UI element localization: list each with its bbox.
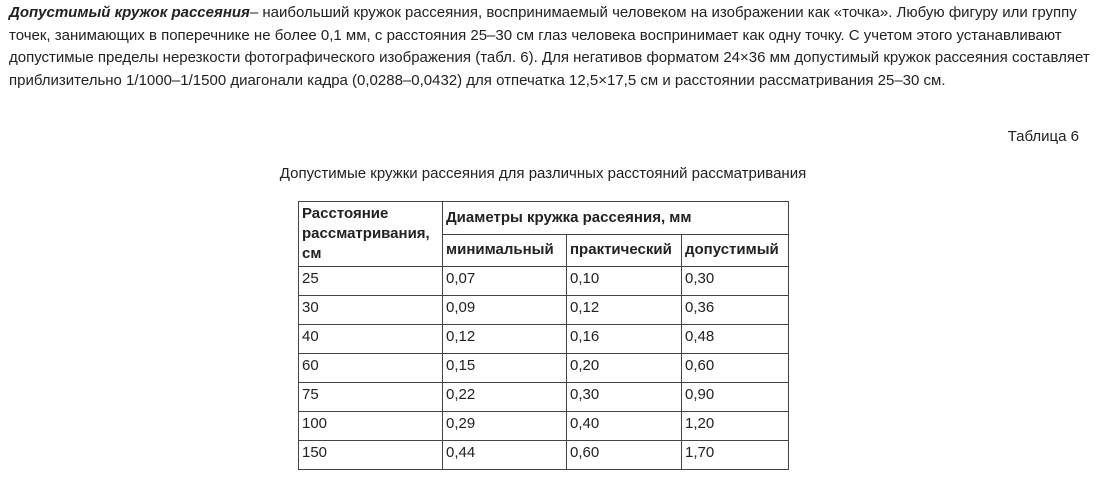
cell-permissible: 0,90 bbox=[682, 383, 789, 412]
cell-distance: 40 bbox=[299, 325, 443, 354]
cell-minimal: 0,07 bbox=[443, 267, 567, 296]
cell-practical: 0,60 bbox=[567, 441, 682, 470]
circle-of-confusion-table bbox=[298, 201, 789, 470]
cell-distance: 30 bbox=[299, 296, 443, 325]
cell-practical: 0,40 bbox=[567, 412, 682, 441]
cell-practical: 0,20 bbox=[567, 354, 682, 383]
table-row bbox=[299, 354, 789, 383]
cell-permissible: 0,30 bbox=[682, 267, 789, 296]
definition-text: – наибольший кружок рассеяния, воспринимаемый человеком на изображении как «точка». Любую фигуру или группу точек, занимающих в поперечнике не более 0,1 мм, с расстояния 25–30 см глаз человека воспринимает как одну точку. С учетом этого устанавливают допустимые пределы нерезкости фотографического изображения (табл. 6). Для негативов форматом 24×36 мм допустимый кружок рассеяния составляет приблизительно 1/1000–1/1500 диагонали кадра (0,0288–0,0432) для отпечатка 12,5×17,5 см и расстоянии рассматривания 25–30 см. bbox=[9, 4, 1090, 89]
header-diameters: Диаметры кружка рассеяния, мм bbox=[443, 202, 789, 235]
cell-permissible: 0,60 bbox=[682, 354, 789, 383]
header-distance: Расстояние рассматривания, см bbox=[299, 202, 443, 267]
cell-permissible: 0,48 bbox=[682, 325, 789, 354]
cell-permissible: 1,20 bbox=[682, 412, 789, 441]
cell-practical: 0,12 bbox=[567, 296, 682, 325]
cell-minimal: 0,29 bbox=[443, 412, 567, 441]
cell-minimal: 0,15 bbox=[443, 354, 567, 383]
table-row bbox=[299, 296, 789, 325]
cell-practical: 0,16 bbox=[567, 325, 682, 354]
cell-minimal: 0,12 bbox=[443, 325, 567, 354]
cell-permissible: 0,36 bbox=[682, 296, 789, 325]
defined-term: Допустимый кружок рассеяния bbox=[9, 4, 250, 21]
cell-distance: 25 bbox=[299, 267, 443, 296]
cell-minimal: 0,22 bbox=[443, 383, 567, 412]
cell-distance: 150 bbox=[299, 441, 443, 470]
cell-practical: 0,10 bbox=[567, 267, 682, 296]
cell-distance: 60 bbox=[299, 354, 443, 383]
subheader-minimal: минимальный bbox=[443, 234, 567, 267]
table-row bbox=[299, 383, 789, 412]
table-row bbox=[299, 325, 789, 354]
cell-minimal: 0,09 bbox=[443, 296, 567, 325]
table-row bbox=[299, 441, 789, 470]
definition-paragraph bbox=[9, 2, 1099, 92]
table-number: Таблица 6 bbox=[1007, 128, 1079, 145]
subheader-permissible: допустимый bbox=[682, 234, 789, 267]
cell-minimal: 0,44 bbox=[443, 441, 567, 470]
cell-practical: 0,30 bbox=[567, 383, 682, 412]
table-row bbox=[299, 267, 789, 296]
cell-permissible: 1,70 bbox=[682, 441, 789, 470]
cell-distance: 75 bbox=[299, 383, 443, 412]
table-caption: Допустимые кружки рассеяния для различных расстояний рассматривания bbox=[279, 165, 807, 182]
cell-distance: 100 bbox=[299, 412, 443, 441]
table-header-row bbox=[299, 202, 789, 235]
table-row bbox=[299, 412, 789, 441]
subheader-practical: практический bbox=[567, 234, 682, 267]
